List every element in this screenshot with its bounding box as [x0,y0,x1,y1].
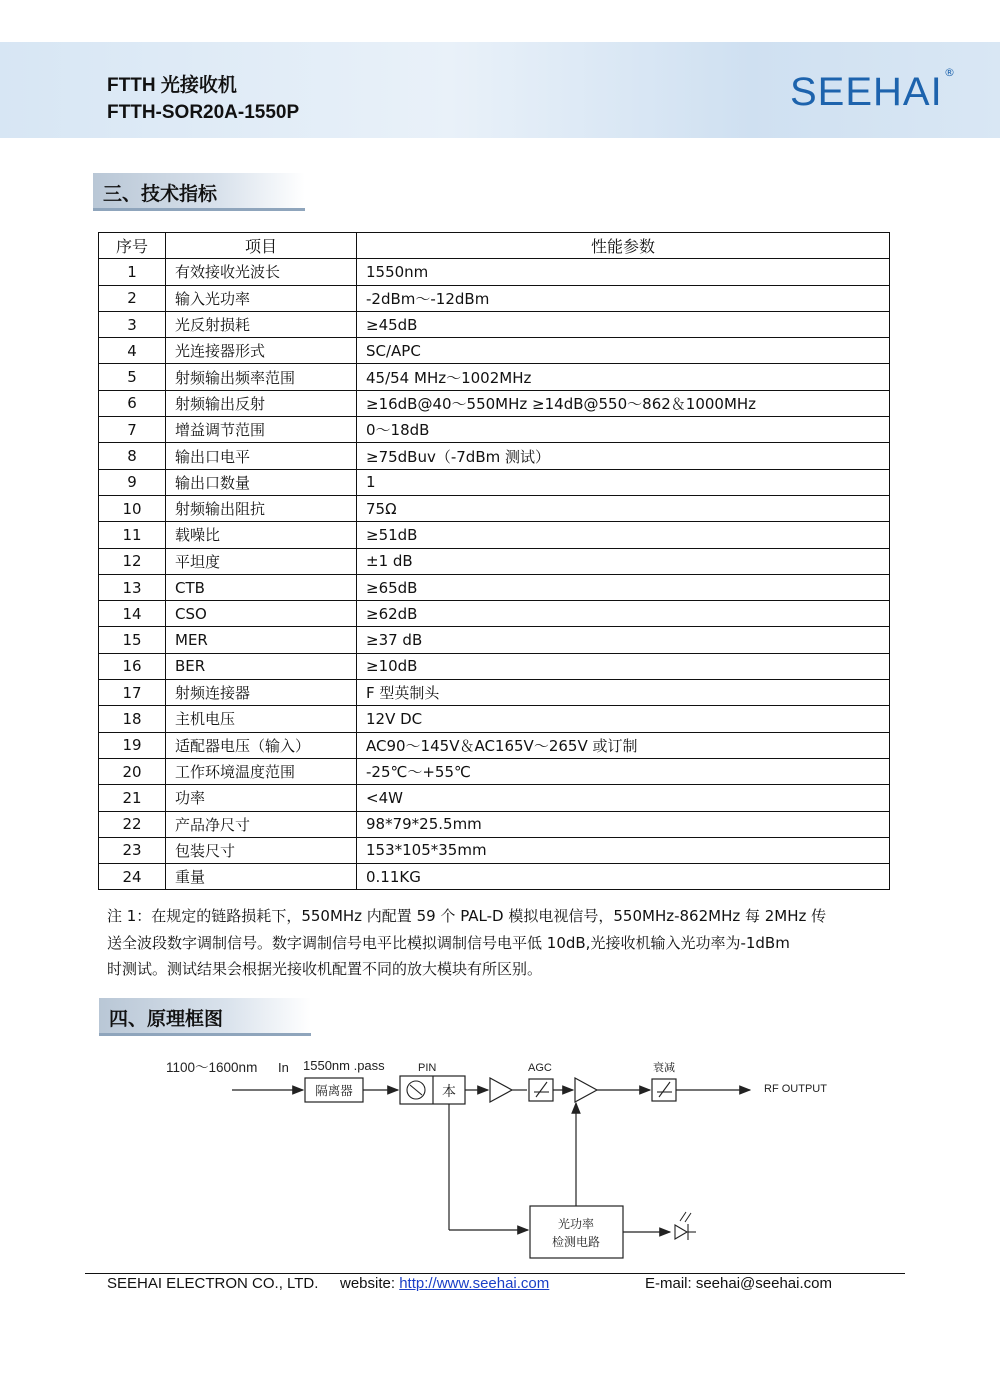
table-row [99,364,890,390]
section-heading-specs [93,173,305,211]
column-header: 性能参数 [357,233,890,259]
website-link[interactable]: http://www.seehai.com [399,1275,550,1292]
cell-item: 射频输出反射 [166,390,357,416]
cell-number: 9 [99,469,166,495]
cell-value: ±1 dB [357,548,890,574]
cell-number: 16 [99,653,166,679]
registered-mark: ® [944,66,955,79]
cell-number: 11 [99,522,166,548]
table-row [99,680,890,706]
cell-value: 0.11KG [357,864,890,890]
cell-value: 12V DC [357,706,890,732]
column-header: 项目 [166,233,357,259]
led-ray-icon [680,1212,686,1221]
cell-item: 输入光功率 [166,285,357,311]
cell-item: 光反射损耗 [166,311,357,337]
cell-number: 21 [99,785,166,811]
document-title [107,72,299,126]
spec-table-body [99,259,890,890]
footer-website [340,1275,549,1292]
cell-number: 5 [99,364,166,390]
cell-number: 8 [99,443,166,469]
cell-item: CTB [166,574,357,600]
cell-value: ≥16dB@40～550MHz ≥14dB@550～862＆1000MHz [357,390,890,416]
note-line: 注 1：在规定的链路损耗下，550MHz 内配置 59 个 PAL-D 模拟电视信号，550MHz-862MHz 每 2MHz 传 [107,907,827,925]
cell-item: 光连接器形式 [166,338,357,364]
table-row [99,601,890,627]
table-row [99,417,890,443]
attenuator-label: 衰减 [653,1062,675,1074]
table-row [99,443,890,469]
cell-number: 23 [99,837,166,863]
table-row [99,706,890,732]
cell-number: 20 [99,758,166,784]
footer-email: E-mail: seehai@seehai.com [645,1275,832,1292]
agc-label: AGC [528,1062,552,1074]
cell-value: SC/APC [357,338,890,364]
cell-number: 22 [99,811,166,837]
cell-number: 19 [99,732,166,758]
table-row [99,338,890,364]
cell-number: 10 [99,495,166,521]
cell-item: 射频连接器 [166,680,357,706]
table-row [99,390,890,416]
cell-value: 98*79*25.5mm [357,811,890,837]
table-row [99,653,890,679]
cell-item: 载噪比 [166,522,357,548]
pass-label: 1550nm .pass [303,1058,385,1073]
cell-value: 1550nm [357,259,890,285]
cell-item: 增益调节范围 [166,417,357,443]
cell-value: <4W [357,785,890,811]
cell-number: 2 [99,285,166,311]
note-line: 送全波段数字调制信号。数字调制信号电平比模拟调制信号电平低 10dB,光接收机输入光功率为-1dBm [107,933,790,952]
cell-number: 14 [99,601,166,627]
cell-item: 输出口电平 [166,443,357,469]
cell-value: 0～18dB [357,417,890,443]
cell-item: 重量 [166,864,357,890]
cell-number: 17 [99,680,166,706]
cell-value: -2dBm～-12dBm [357,285,890,311]
cell-number: 1 [99,259,166,285]
cell-item: BER [166,653,357,679]
cell-value: 1 [357,469,890,495]
website-label: website: [340,1275,400,1292]
table-row [99,574,890,600]
block-diagram [0,1040,1000,1270]
pin-label: PIN [418,1062,437,1074]
cell-number: 15 [99,627,166,653]
footnote [107,903,887,983]
cell-value: ≥10dB [357,653,890,679]
table-row [99,285,890,311]
in-label: In [278,1060,289,1075]
cell-item: 有效接收光波长 [166,259,357,285]
cell-number: 7 [99,417,166,443]
seehai-logo: SEEHAI [790,70,943,114]
amplifier-icon [490,1078,512,1102]
table-row [99,627,890,653]
title-line-1: FTTH 光接收机 [107,75,237,96]
title-line-2: FTTH-SOR20A-1550P [107,102,300,123]
led-ray-icon [685,1213,691,1222]
section-title: 四、原理框图 [109,1008,224,1030]
isolator-label: 隔离器 [315,1084,353,1098]
cell-value: ≥62dB [357,601,890,627]
detector-label-1: 光功率 [557,1217,595,1231]
amplifier-icon [575,1078,597,1102]
table-row [99,522,890,548]
cell-item: 射频输出阻抗 [166,495,357,521]
table-row [99,837,890,863]
column-header: 序号 [99,233,166,259]
cell-value: ≥45dB [357,311,890,337]
cell-value: -25℃～+55℃ [357,758,890,784]
cell-value: ≥37 dB [357,627,890,653]
cell-value: ≥65dB [357,574,890,600]
cell-item: 输出口数量 [166,469,357,495]
cell-number: 3 [99,311,166,337]
cell-value: ≥75dBuv（-7dBm 测试） [357,443,890,469]
detector-label-2: 检测电路 [551,1235,601,1249]
table-row [99,548,890,574]
cell-number: 18 [99,706,166,732]
table-row [99,785,890,811]
cell-value: 45/54 MHz～1002MHz [357,364,890,390]
cell-number: 13 [99,574,166,600]
table-header-row [99,233,890,259]
cell-item: CSO [166,601,357,627]
section-title: 三、技术指标 [103,183,218,205]
footer-divider [85,1273,905,1274]
table-row [99,811,890,837]
table-row [99,469,890,495]
cell-item: 包装尺寸 [166,837,357,863]
section-heading-block-diagram [99,998,311,1036]
detector-box [530,1206,623,1258]
cell-item: 工作环境温度范围 [166,758,357,784]
cell-value: ≥51dB [357,522,890,548]
cell-item: MER [166,627,357,653]
cell-number: 6 [99,390,166,416]
cell-value: F 型英制头 [357,680,890,706]
table-row [99,495,890,521]
cell-item: 功率 [166,785,357,811]
cell-value: 75Ω [357,495,890,521]
cell-number: 12 [99,548,166,574]
led-icon [675,1225,687,1239]
cell-number: 24 [99,864,166,890]
table-row [99,758,890,784]
cell-number: 4 [99,338,166,364]
cell-value: AC90～145V＆AC165V～265V 或订制 [357,732,890,758]
cell-item: 平坦度 [166,548,357,574]
table-row [99,259,890,285]
cell-item: 产品净尺寸 [166,811,357,837]
cell-item: 射频输出频率范围 [166,364,357,390]
pin-char: 本 [442,1083,456,1099]
table-row [99,864,890,890]
spec-table [98,232,890,890]
table-row [99,311,890,337]
table-row [99,732,890,758]
cell-item: 主机电压 [166,706,357,732]
wavelength-label: 1100～1600nm [166,1060,258,1075]
note-line: 时测试。测试结果会根据光接收机配置不同的放大模块有所区别。 [107,960,543,978]
rf-output-label: RF OUTPUT [764,1083,827,1095]
cell-item: 适配器电压（输入） [166,732,357,758]
cell-value: 153*105*35mm [357,837,890,863]
footer-company: SEEHAI ELECTRON CO., LTD. [107,1275,319,1292]
